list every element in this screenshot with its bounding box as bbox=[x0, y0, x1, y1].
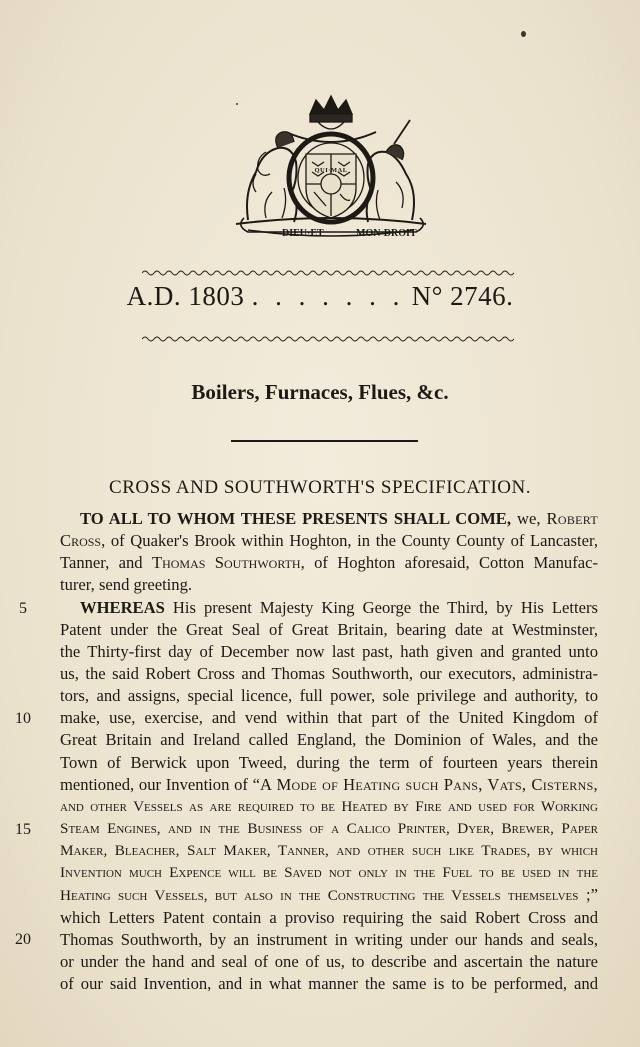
body-line: turer, send greeting. bbox=[60, 575, 193, 595]
line-number: 20 bbox=[15, 931, 31, 948]
body-line: Cross, of Quaker's Brook within Hoghton, in the County County of Lancaster, bbox=[60, 531, 598, 551]
body-line: Invention much Expence will be Saved not only in the Fuel to be used in the bbox=[60, 864, 598, 882]
leader-dots: . . . . . . . bbox=[251, 281, 405, 311]
body-line: Great Britain and Ireland called England, the Dominion of Wales, and the bbox=[60, 730, 598, 750]
body-line: Maker, Bleacher, Salt Maker, Tanner, and other such like Trades, by which bbox=[60, 842, 598, 860]
ornamental-rule-top bbox=[142, 268, 514, 278]
patent-number: N° 2746. bbox=[411, 281, 514, 311]
divider-rule bbox=[231, 440, 418, 442]
ornamental-rule-bottom bbox=[142, 334, 514, 344]
patent-heading bbox=[0, 281, 640, 312]
svg-text:DIEU·ET: DIEU·ET bbox=[282, 228, 324, 239]
line-number: 5 bbox=[19, 600, 27, 617]
body-line: Patent under the Great Seal of Great Britain, bearing date at Westminster, bbox=[60, 619, 598, 639]
royal-coat-of-arms bbox=[226, 92, 436, 244]
body-line: Town of Berwick upon Tweed, during the term of fourteen years therein bbox=[60, 752, 598, 772]
specification-body bbox=[60, 508, 598, 995]
body-line: tors, and assigns, special licence, full power, sole privilege and authority, to bbox=[60, 686, 598, 706]
body-line: TO ALL TO WHOM THESE PRESENTS SHALL COME, we, Robert bbox=[80, 509, 598, 528]
body-line: make, use, exercise, and vend within that part of the United Kingdom of bbox=[60, 708, 598, 728]
body-line: which Letters Patent contain a proviso requiring the said Robert Cross and bbox=[60, 907, 598, 927]
ink-speck bbox=[521, 31, 526, 37]
body-line: and other Vessels as are required to be Heated by Fire and used for Working bbox=[60, 797, 598, 815]
date-label: A.D. 1803 bbox=[126, 281, 245, 311]
patent-subject: Boilers, Furnaces, Flues, &c. bbox=[191, 380, 449, 404]
body-line: or under the hand and seal of one of us, to describe and ascertain the nature bbox=[60, 951, 598, 971]
ink-speck bbox=[236, 103, 238, 105]
svg-text:QUI·MAL: QUI·MAL bbox=[314, 167, 348, 174]
body-line: us, the said Robert Cross and Thomas Southworth, our executors, administra- bbox=[60, 663, 598, 683]
body-line: of our said Invention, and in what manner the same is to be performed, and bbox=[60, 973, 598, 993]
body-line: Heating such Vessels, but also in the Constructing the Vessels themselves ;” bbox=[60, 885, 599, 905]
body-line: WHEREAS His present Majesty King George the Third, by His Letters bbox=[80, 597, 598, 617]
body-line: Thomas Southworth, by an instrument in writing under our hands and seals, bbox=[60, 929, 598, 949]
body-line: Steam Engines, and in the Business of a Calico Printer, Dyer, Brewer, Paper bbox=[60, 819, 598, 837]
specification-title: CROSS AND SOUTHWORTH'S SPECIFICATION. bbox=[109, 477, 531, 498]
body-line: mentioned, our Invention of “A Mode of Heating such Pans, Vats, Cisterns, bbox=[60, 774, 598, 794]
body-line: Tanner, and Thomas Southworth, of Hoghton aforesaid, Cotton Manufac- bbox=[60, 553, 598, 573]
body-line: the Thirty-first day of December now last past, hath given and granted unto bbox=[60, 641, 598, 661]
line-number: 15 bbox=[15, 821, 31, 838]
svg-text:MON·DROIT: MON·DROIT bbox=[356, 228, 417, 239]
line-number: 10 bbox=[15, 710, 31, 727]
